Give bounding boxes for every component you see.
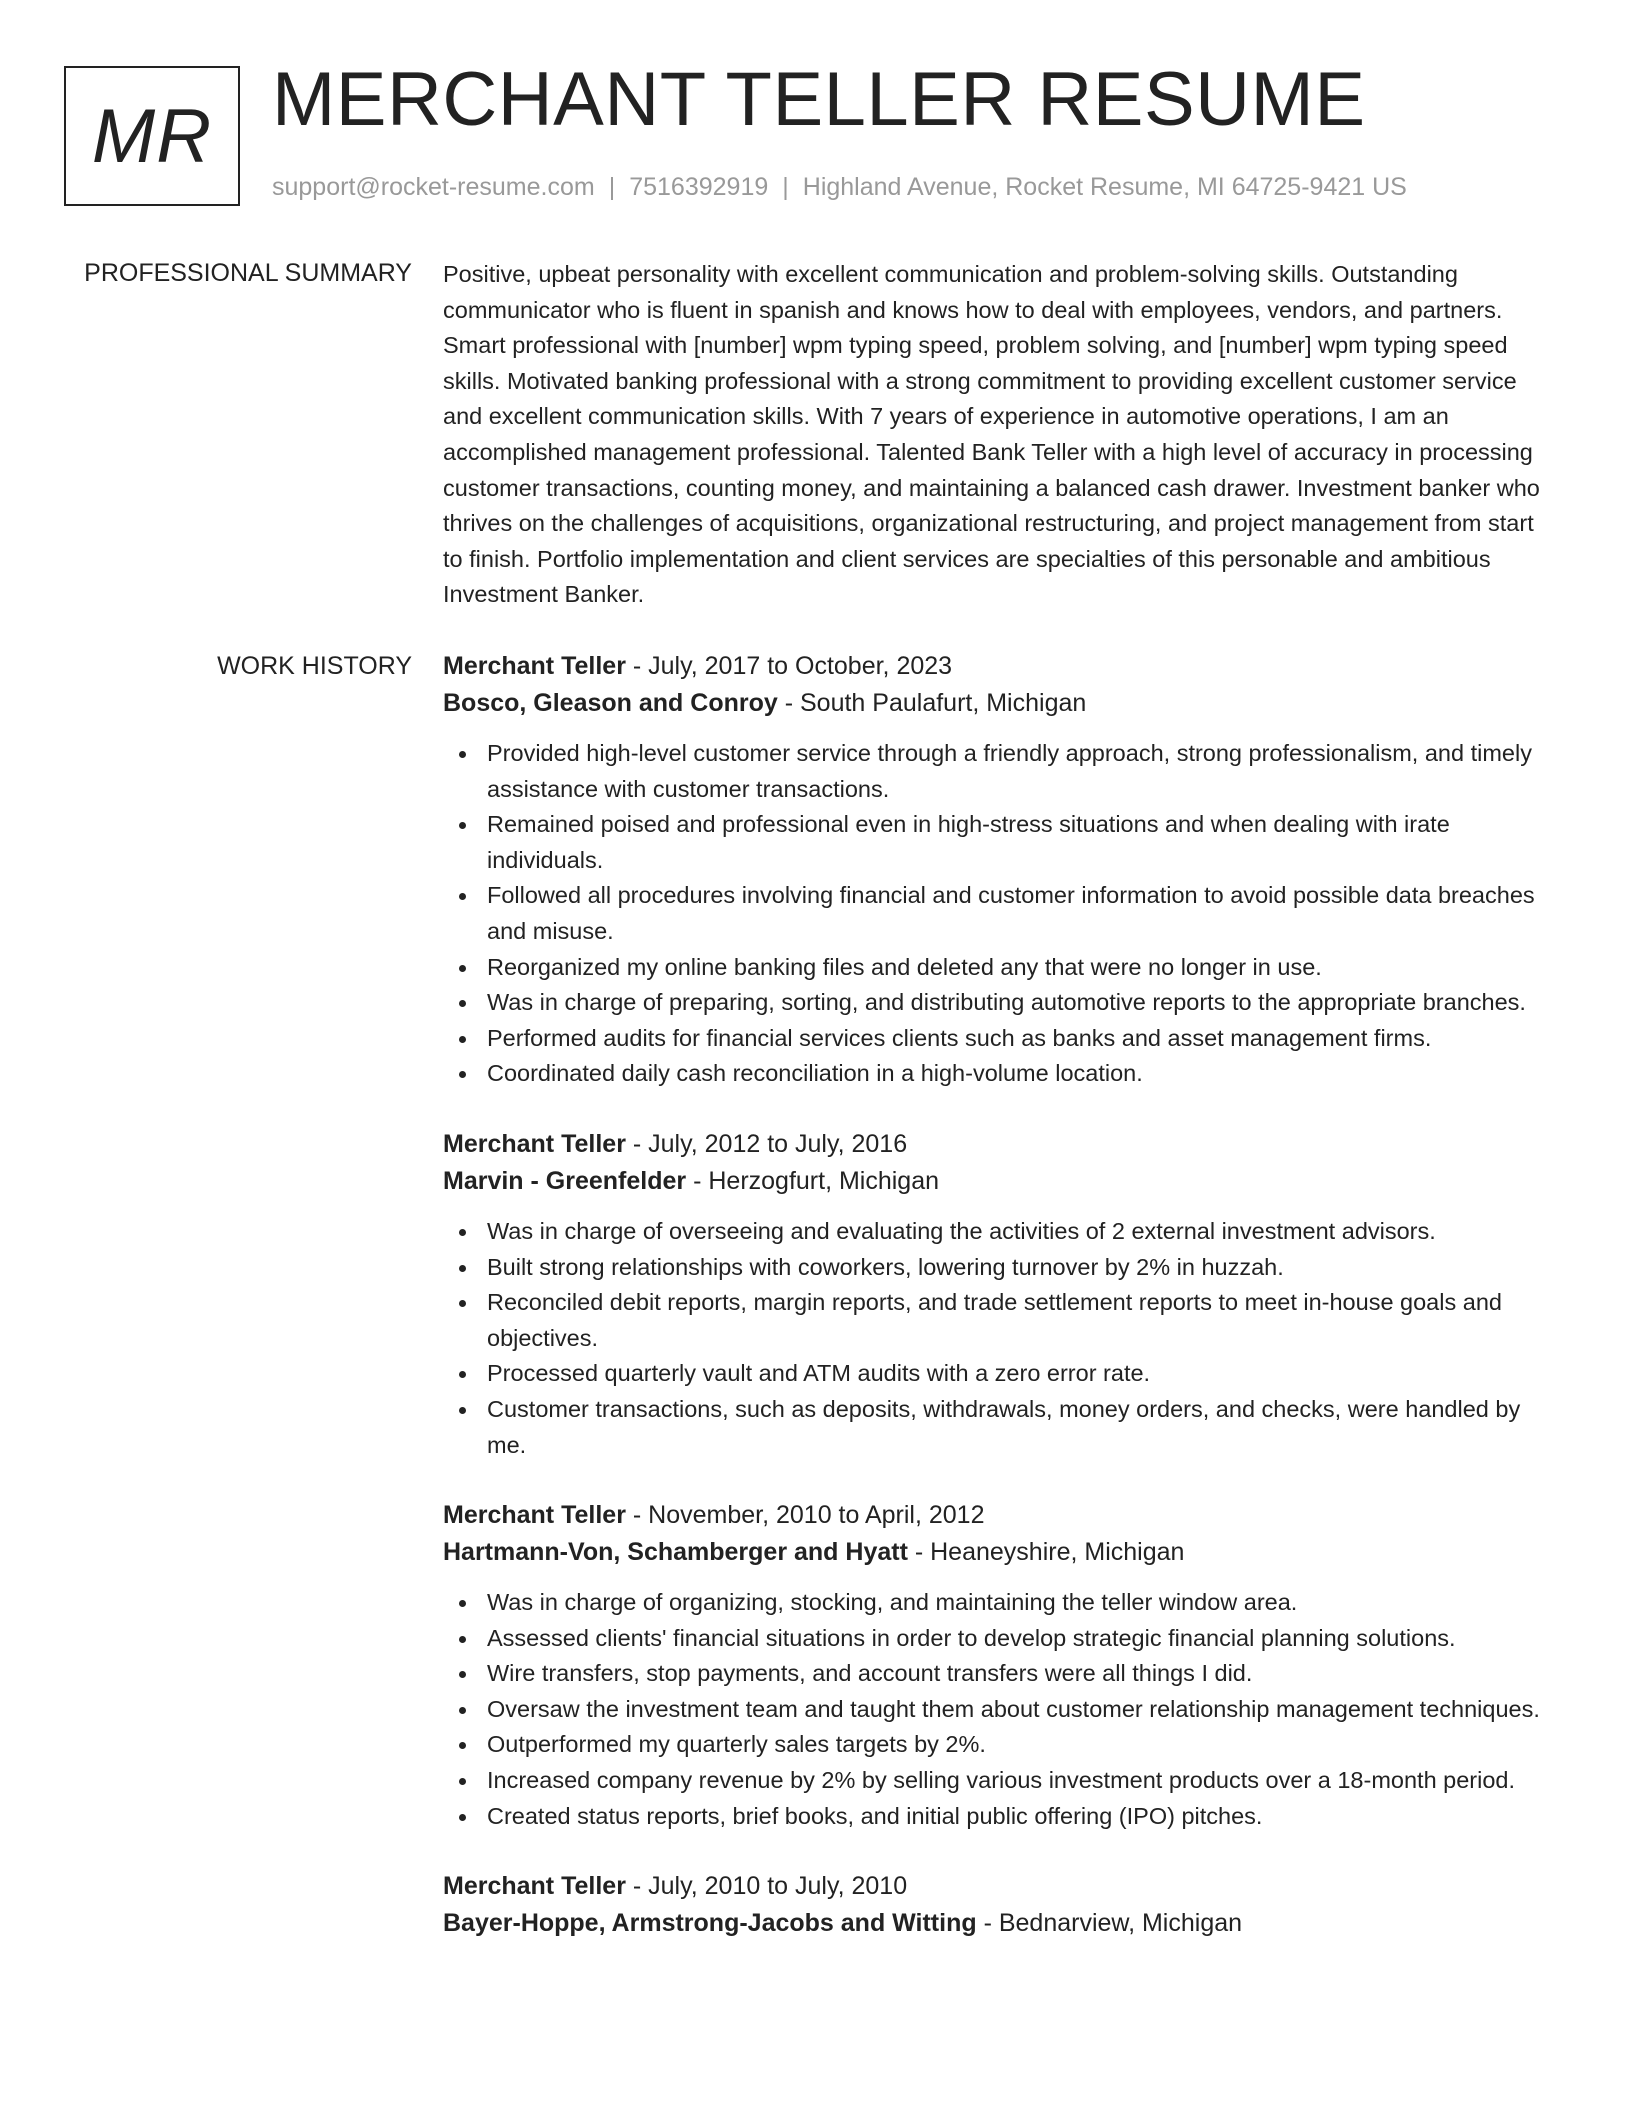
resume-title: MERCHANT TELLER RESUME [272, 57, 1366, 142]
job-bullet: Oversaw the investment team and taught them about customer relationship management techniques. [443, 1692, 1553, 1728]
job-entry [443, 1126, 1553, 1463]
job-title: Merchant Teller [443, 1872, 626, 1901]
job-company-line [443, 1905, 1553, 1942]
job-bullet: Wire transfers, stop payments, and account transfers were all things I did. [443, 1656, 1553, 1692]
job-bullet: Increased company revenue by 2% by selling various investment products over a 18-month period. [443, 1763, 1553, 1799]
contact-separator: | [782, 173, 789, 201]
job-company: Bayer-Hoppe, Armstrong-Jacobs and Witting [443, 1909, 977, 1938]
job-bullet: Followed all procedures involving financial and customer information to avoid possible data breaches and misuse. [443, 878, 1553, 949]
job-location: - Bednarview, Michigan [976, 1909, 1243, 1938]
job-bullet: Built strong relationships with coworkers, lowering turnover by 2% in huzzah. [443, 1250, 1553, 1286]
monogram-initials: MR [91, 93, 213, 179]
job-dates: - July, 2012 to July, 2016 [625, 1129, 908, 1158]
job-title: Merchant Teller [443, 652, 626, 680]
work-history-section [443, 648, 1553, 1976]
job-dates: - July, 2017 to October, 2023 [625, 652, 953, 680]
job-bullet: Remained poised and professional even in high-stress situations and when dealing with irate individuals. [443, 807, 1553, 878]
job-bullet: Assessed clients' financial situations in order to develop strategic financial planning solutions. [443, 1621, 1553, 1657]
job-entry [443, 1497, 1553, 1834]
monogram-badge [64, 66, 240, 206]
contact-address: Highland Avenue, Rocket Resume, MI 64725-9421 US [802, 173, 1407, 201]
contact-phone: 7516392919 [629, 173, 769, 201]
work-history-heading: WORK HISTORY [217, 652, 412, 680]
job-title-line [443, 648, 1553, 685]
job-dates: - November, 2010 to April, 2012 [625, 1501, 985, 1530]
job-location: - South Paulafurt, Michigan [777, 689, 1087, 717]
job-title: Merchant Teller [443, 1129, 626, 1158]
job-location: - Heaneyshire, Michigan [907, 1538, 1185, 1567]
job-bullet: Performed audits for financial services clients such as banks and asset management firms. [443, 1021, 1553, 1057]
job-title-line [443, 1868, 1553, 1905]
summary-heading: PROFESSIONAL SUMMARY [84, 259, 412, 287]
job-bullet-list [443, 1214, 1553, 1463]
job-company: Bosco, Gleason and Conroy [443, 689, 778, 717]
job-entry [443, 648, 1553, 1092]
job-entry [443, 1868, 1553, 1942]
job-location: - Herzogfurt, Michigan [686, 1166, 940, 1195]
job-bullet: Created status reports, brief books, and initial public offering (IPO) pitches. [443, 1799, 1553, 1835]
contact-line [272, 173, 1407, 202]
contact-separator: | [608, 173, 616, 201]
summary-text: Positive, upbeat personality with excellent communication and problem-solving skills. Outstanding communicator who is fluent in spanish and knows how to deal with employees, vendors, and partners. Smart professional with [number] wpm typing speed, problem solving, and [number] wpm typing speed skills. Motivated banking professional with a strong commitment to providing excellent customer service and excellent communication skills. With 7 years of experience in automotive operations, I am an accomplished management professional. Talented Bank Teller with a high level of accuracy in processing customer transactions, counting money, and maintaining a balanced cash drawer. Investment banker who thrives on the challenges of acquisitions, organizational restructuring, and project management from start to finish. Portfolio implementation and client services are specialties of this personable and ambitious Investment Banker. [443, 261, 1540, 608]
job-title-line [443, 1497, 1553, 1534]
contact-email: support@rocket-resume.com [272, 173, 595, 201]
job-bullet-list [443, 736, 1553, 1092]
job-title-line [443, 1126, 1553, 1163]
job-bullet-list [443, 1585, 1553, 1834]
job-company-line [443, 1534, 1553, 1571]
job-bullet: Reconciled debit reports, margin reports, and trade settlement reports to meet in-house goals and objectives. [443, 1285, 1553, 1356]
job-company: Hartmann-Von, Schamberger and Hyatt [443, 1538, 908, 1567]
job-bullet: Was in charge of organizing, stocking, and maintaining the teller window area. [443, 1585, 1553, 1621]
summary-section [443, 257, 1553, 613]
job-bullet: Outperformed my quarterly sales targets by 2%. [443, 1727, 1553, 1763]
job-bullet: Reorganized my online banking files and deleted any that were no longer in use. [443, 950, 1553, 986]
job-bullet: Processed quarterly vault and ATM audits with a zero error rate. [443, 1356, 1553, 1392]
job-bullet: Provided high-level customer service through a friendly approach, strong professionalism, and timely assistance with customer transactions. [443, 736, 1553, 807]
job-company: Marvin - Greenfelder [443, 1166, 687, 1195]
job-company-line [443, 1163, 1553, 1200]
job-dates: - July, 2010 to July, 2010 [625, 1872, 908, 1901]
job-bullet: Customer transactions, such as deposits, withdrawals, money orders, and checks, were handled by me. [443, 1392, 1553, 1463]
job-title: Merchant Teller [443, 1501, 626, 1530]
job-company-line [443, 685, 1553, 722]
job-bullet: Coordinated daily cash reconciliation in a high-volume location. [443, 1056, 1553, 1092]
job-bullet: Was in charge of overseeing and evaluating the activities of 2 external investment advisors. [443, 1214, 1553, 1250]
job-bullet: Was in charge of preparing, sorting, and distributing automotive reports to the appropriate branches. [443, 985, 1553, 1021]
